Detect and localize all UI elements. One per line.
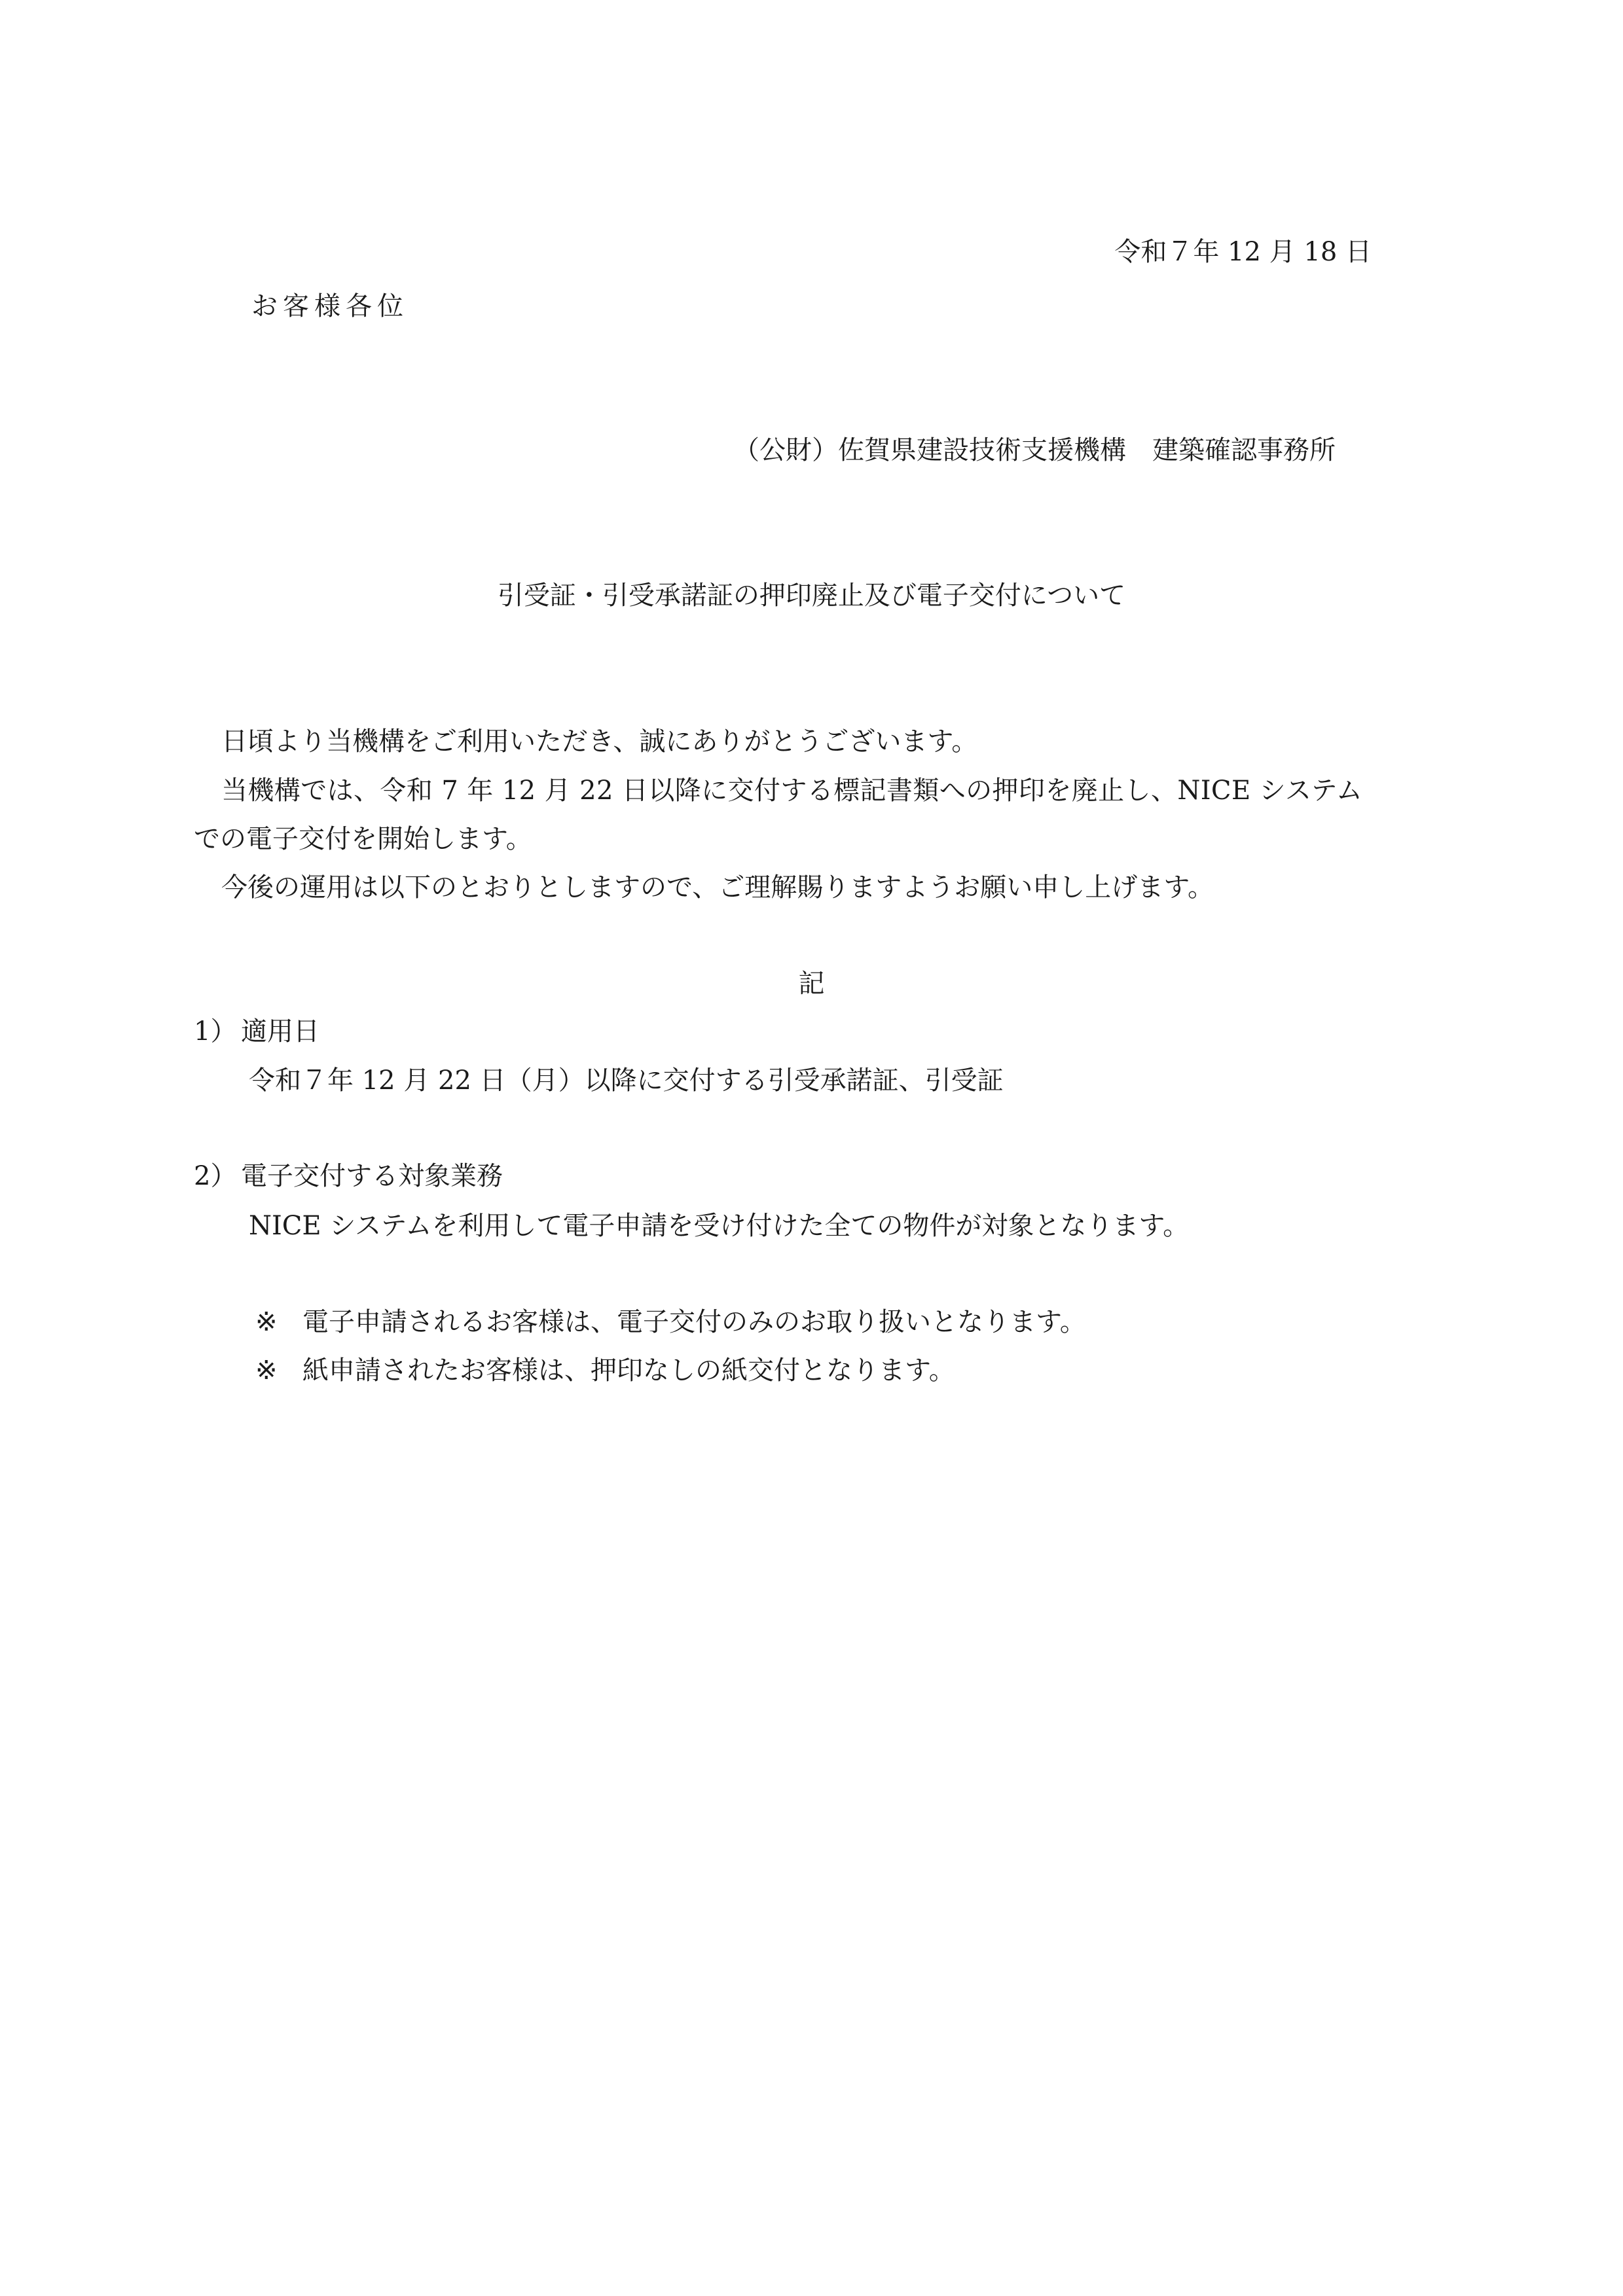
note-2 (255, 1357, 955, 1384)
section-1-heading (194, 1018, 319, 1045)
note-text: 電子申請されるお客様は、電子交付のみのお取り扱いとなります。 (302, 1307, 1086, 1337)
section-number: 2） (194, 1161, 237, 1191)
document-title: 引受証・引受承諾証の押印廃止及び電子交付について (497, 581, 1126, 611)
section-1-body: 令和７年 12 月 22 日（月）以降に交付する引受承諾証、引受証 (249, 1066, 1004, 1096)
addressee: お客様各位 (251, 291, 409, 321)
section-number: 1） (194, 1016, 237, 1047)
body-paragraph-3: 今後の運用は以下のとおりとしますので、ご理解賜りますようお願い申し上げます。 (221, 872, 1214, 903)
section-2-body: NICE システムを利用して電子申請を受け付けた全ての物件が対象となります。 (249, 1211, 1190, 1241)
reference-mark: ※ (255, 1355, 278, 1386)
section-title: 適用日 (241, 1016, 319, 1047)
issuer: （公財）佐賀県建設技術支援機構 建築確認事務所 (733, 435, 1336, 465)
section-2-heading (194, 1163, 503, 1189)
issue-date: 令和７年 12 月 18 日 (1114, 237, 1372, 267)
body-paragraph-1: 日頃より当機構をご利用いただき、誠にありがとうございます。 (221, 726, 978, 757)
ki-heading: 記 (798, 969, 825, 999)
body-paragraph-2-line-2: での電子交付を開始します。 (194, 824, 532, 854)
note-text: 紙申請されたお客様は、押印なしの紙交付となります。 (302, 1355, 955, 1386)
section-title: 電子交付する対象業務 (241, 1161, 503, 1191)
body-paragraph-2-line-1: 当機構では、令和 7 年 12 月 22 日以降に交付する標記書類への押印を廃止し、NICE システム (221, 776, 1363, 806)
reference-mark: ※ (255, 1307, 278, 1337)
note-1 (255, 1309, 1086, 1335)
